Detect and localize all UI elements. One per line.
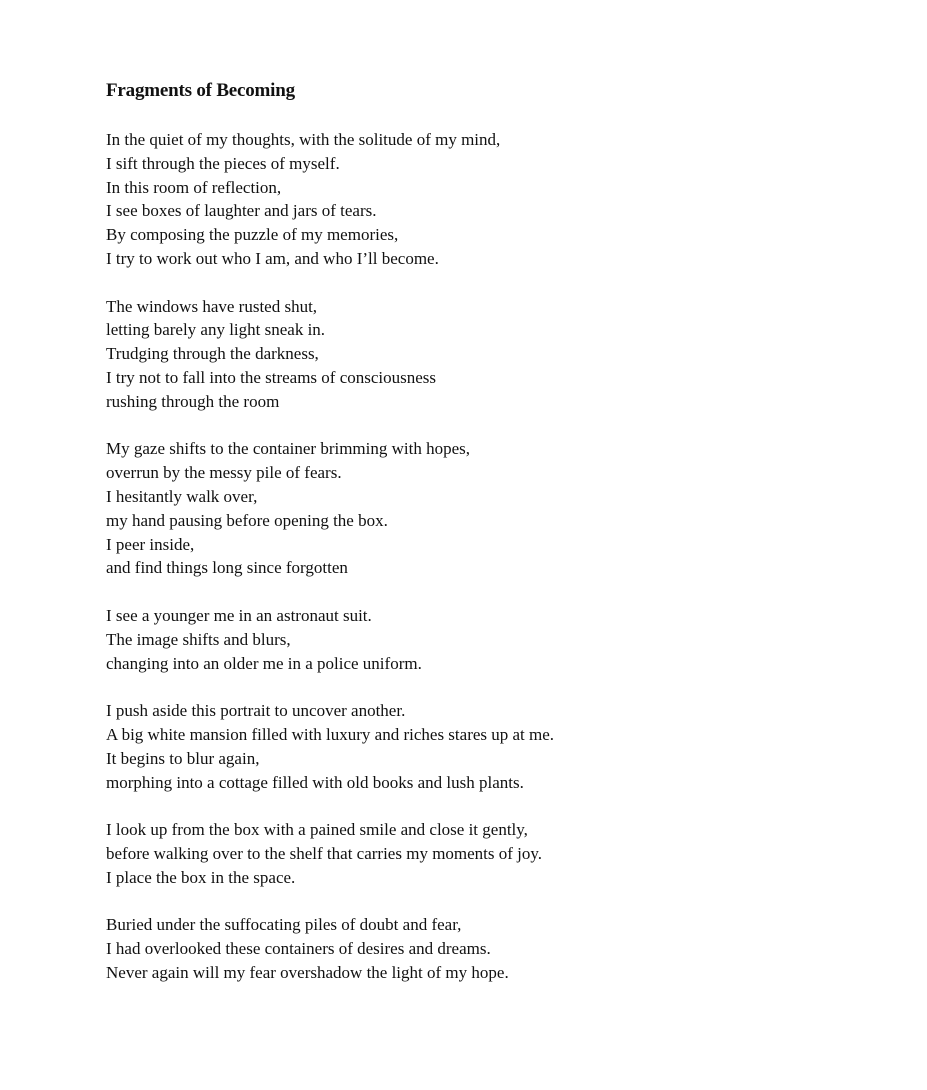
poem-line: My gaze shifts to the container brimming with hopes,	[106, 439, 471, 459]
poem-line: It begins to blur again,	[106, 748, 260, 768]
poem-line: In this room of reflection,	[106, 177, 282, 197]
poem-line: I see a younger me in an astronaut suit.	[106, 605, 372, 625]
poem-line: The image shifts and blurs,	[106, 629, 291, 649]
stanza-5	[106, 699, 866, 794]
poem-line: The windows have rusted shut,	[106, 296, 318, 316]
stanza-1	[106, 128, 866, 271]
poem-line: I had overlooked these containers of desires and dreams.	[106, 939, 491, 959]
poem-line: I try to work out who I am, and who I’ll become.	[106, 248, 439, 268]
document-page	[106, 78, 866, 1008]
poem-line: I sift through the pieces of myself.	[106, 153, 340, 173]
stanza-2	[106, 295, 866, 414]
poem-line: I push aside this portrait to uncover another.	[106, 701, 406, 721]
stanza-4	[106, 604, 866, 675]
poem-line: I peer inside,	[106, 534, 195, 554]
poem-line: I place the box in the space.	[106, 867, 296, 887]
poem-line: I look up from the box with a pained smile and close it gently,	[106, 820, 528, 840]
poem-line: I hesitantly walk over,	[106, 486, 258, 506]
poem-line: In the quiet of my thoughts, with the solitude of my mind,	[106, 130, 501, 149]
poem-line: By composing the puzzle of my memories,	[106, 225, 399, 245]
poem-line: overrun by the messy pile of fears.	[106, 463, 342, 483]
poem-line: my hand pausing before opening the box.	[106, 510, 388, 530]
poem-line: and find things long since forgotten	[106, 558, 348, 578]
poem-line: Never again will my fear overshadow the light of my hope.	[106, 962, 509, 982]
poem-line: A big white mansion filled with luxury and riches stares up at me.	[106, 724, 555, 744]
poem-line: letting barely any light sneak in.	[106, 320, 326, 340]
stanza-6	[106, 818, 866, 889]
stanza-3	[106, 437, 866, 580]
stanza-7	[106, 913, 866, 984]
poem-line: Trudging through the darkness,	[106, 344, 319, 364]
poem-title: Fragments of Becoming	[106, 80, 295, 101]
poem-line: morphing into a cottage filled with old books and lush plants.	[106, 772, 524, 792]
poem-line: Buried under the suffocating piles of doubt and fear,	[106, 915, 462, 935]
poem-line: rushing through the room	[106, 391, 280, 411]
poem-line: I try not to fall into the streams of consciousness	[106, 367, 437, 387]
poem-line: I see boxes of laughter and jars of tears.	[106, 201, 377, 221]
poem-line: changing into an older me in a police uniform.	[106, 653, 422, 673]
poem-line: before walking over to the shelf that carries my moments of joy.	[106, 843, 543, 863]
